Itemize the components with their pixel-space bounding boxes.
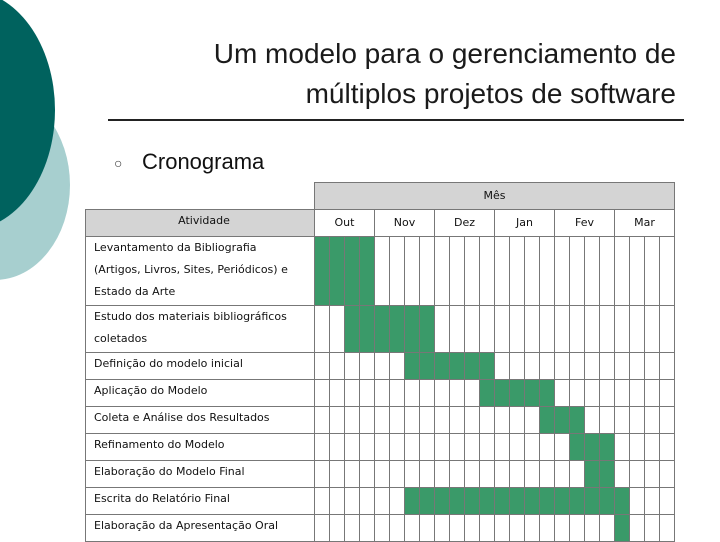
activity-label [86, 236, 315, 305]
schedule-bar-cell [315, 236, 330, 305]
activity-label [86, 433, 315, 460]
schedule-empty-cell [570, 236, 585, 305]
schedule-empty-cell [660, 236, 675, 305]
schedule-empty-cell [360, 514, 375, 541]
schedule-empty-cell [495, 460, 510, 487]
activity-label-line: Estado da Arte [94, 284, 176, 298]
schedule-empty-cell [540, 460, 555, 487]
schedule-bar-cell [585, 433, 600, 460]
schedule-bar-cell [495, 487, 510, 514]
schedule-bar-cell [360, 305, 375, 352]
schedule-bar-cell [390, 305, 405, 352]
schedule-empty-cell [330, 487, 345, 514]
schedule-empty-cell [630, 460, 645, 487]
schedule-empty-cell [570, 460, 585, 487]
schedule-empty-cell [540, 305, 555, 352]
schedule-empty-cell [585, 514, 600, 541]
schedule-empty-cell [450, 514, 465, 541]
schedule-empty-cell [420, 236, 435, 305]
schedule-empty-cell [645, 352, 660, 379]
schedule-empty-cell [645, 236, 660, 305]
schedule-empty-cell [405, 460, 420, 487]
month-header-fev: Fev [555, 209, 615, 236]
schedule-empty-cell [450, 460, 465, 487]
schedule-corner-blank [86, 183, 315, 210]
schedule-bar-cell [375, 305, 390, 352]
schedule-empty-cell [495, 514, 510, 541]
schedule-bar-cell [345, 236, 360, 305]
activity-label-line: Levantamento da Bibliografia [94, 240, 257, 254]
activity-row [86, 379, 675, 406]
schedule-empty-cell [615, 305, 630, 352]
schedule-empty-cell [555, 305, 570, 352]
schedule-empty-cell [555, 433, 570, 460]
schedule-empty-cell [390, 487, 405, 514]
schedule-empty-cell [390, 379, 405, 406]
schedule-empty-cell [420, 406, 435, 433]
schedule-empty-cell [645, 379, 660, 406]
activity-label [86, 514, 315, 541]
schedule-empty-cell [495, 352, 510, 379]
schedule-empty-cell [600, 379, 615, 406]
schedule-empty-cell [435, 433, 450, 460]
schedule-empty-cell [645, 406, 660, 433]
title-divider [108, 119, 684, 121]
schedule-empty-cell [645, 433, 660, 460]
schedule-empty-cell [570, 514, 585, 541]
schedule-empty-cell [480, 460, 495, 487]
schedule-bar-cell [465, 352, 480, 379]
schedule-empty-cell [435, 379, 450, 406]
month-header-dez: Dez [435, 209, 495, 236]
schedule-empty-cell [315, 406, 330, 433]
activity-label [86, 406, 315, 433]
schedule-empty-cell [540, 352, 555, 379]
schedule-empty-cell [525, 305, 540, 352]
schedule-empty-cell [510, 433, 525, 460]
schedule-empty-cell [630, 379, 645, 406]
schedule-bar-cell [405, 352, 420, 379]
schedule-empty-cell [390, 433, 405, 460]
activity-label-line: Elaboração da Apresentação Oral [94, 518, 279, 532]
schedule-empty-cell [555, 460, 570, 487]
schedule-empty-cell [465, 460, 480, 487]
schedule-bar-cell [360, 236, 375, 305]
schedule-empty-cell [615, 433, 630, 460]
schedule-empty-cell [345, 514, 360, 541]
schedule-empty-cell [585, 406, 600, 433]
schedule-empty-cell [450, 305, 465, 352]
schedule-empty-cell [330, 460, 345, 487]
schedule-empty-cell [345, 460, 360, 487]
schedule-empty-cell [405, 379, 420, 406]
schedule-bar-cell [615, 514, 630, 541]
schedule-empty-cell [330, 305, 345, 352]
schedule-empty-cell [630, 236, 645, 305]
schedule-empty-cell [375, 406, 390, 433]
schedule-empty-cell [375, 433, 390, 460]
schedule-empty-cell [600, 352, 615, 379]
schedule-bar-cell [480, 352, 495, 379]
schedule-empty-cell [510, 236, 525, 305]
activity-row [86, 433, 675, 460]
schedule-empty-cell [375, 379, 390, 406]
schedule-empty-cell [435, 514, 450, 541]
month-header-nov: Nov [375, 209, 435, 236]
schedule-empty-cell [570, 305, 585, 352]
schedule-table [85, 182, 675, 542]
schedule-empty-cell [450, 236, 465, 305]
slide-title-line-2: múltiplos projetos de software [305, 78, 676, 109]
schedule-empty-cell [375, 236, 390, 305]
schedule-empty-cell [390, 236, 405, 305]
activity-label-line: Elaboração do Modelo Final [94, 464, 245, 478]
schedule-empty-cell [615, 352, 630, 379]
schedule-empty-cell [345, 379, 360, 406]
schedule-empty-cell [330, 352, 345, 379]
schedule-empty-cell [405, 433, 420, 460]
schedule-empty-cell [600, 406, 615, 433]
schedule-bar-cell [420, 305, 435, 352]
schedule-empty-cell [480, 236, 495, 305]
schedule-bar-cell [330, 236, 345, 305]
schedule-empty-cell [465, 305, 480, 352]
schedule-empty-cell [390, 460, 405, 487]
schedule-empty-cell [435, 236, 450, 305]
schedule-bar-cell [540, 406, 555, 433]
schedule-empty-cell [420, 379, 435, 406]
schedule-empty-cell [630, 514, 645, 541]
schedule-empty-cell [555, 514, 570, 541]
schedule-bar-cell [510, 379, 525, 406]
activity-row [86, 352, 675, 379]
activity-label-line: Definição do modelo inicial [94, 356, 243, 370]
schedule-bar-cell [405, 487, 420, 514]
activity-row [86, 236, 675, 305]
schedule-bar-cell [420, 352, 435, 379]
activity-row [86, 406, 675, 433]
schedule-empty-cell [330, 514, 345, 541]
schedule-bar-cell [570, 433, 585, 460]
activity-row [86, 514, 675, 541]
schedule-month-row [86, 209, 675, 236]
schedule-bar-cell [540, 487, 555, 514]
schedule-empty-cell [570, 352, 585, 379]
schedule-empty-cell [600, 236, 615, 305]
schedule-empty-cell [630, 487, 645, 514]
schedule-empty-cell [510, 352, 525, 379]
schedule-bar-cell [570, 487, 585, 514]
schedule-empty-cell [450, 379, 465, 406]
activity-label [86, 305, 315, 352]
schedule-empty-cell [585, 305, 600, 352]
activity-row [86, 305, 675, 352]
schedule-empty-cell [660, 352, 675, 379]
schedule-empty-cell [345, 487, 360, 514]
schedule-empty-cell [345, 433, 360, 460]
schedule-empty-cell [555, 379, 570, 406]
schedule-empty-cell [630, 433, 645, 460]
schedule-empty-cell [360, 433, 375, 460]
schedule-empty-cell [465, 406, 480, 433]
activity-label-line: Coleta e Análise dos Resultados [94, 410, 270, 424]
schedule-bar-cell [600, 487, 615, 514]
schedule-empty-cell [525, 352, 540, 379]
schedule-empty-cell [375, 487, 390, 514]
schedule-empty-cell [660, 406, 675, 433]
schedule-empty-cell [465, 514, 480, 541]
month-header-jan: Jan [495, 209, 555, 236]
schedule-empty-cell [540, 433, 555, 460]
schedule-empty-cell [660, 433, 675, 460]
schedule-bar-cell [585, 487, 600, 514]
schedule-bar-cell [345, 305, 360, 352]
schedule-empty-cell [660, 514, 675, 541]
schedule-bar-cell [450, 352, 465, 379]
schedule-empty-cell [330, 379, 345, 406]
schedule-empty-cell [435, 406, 450, 433]
schedule-empty-cell [360, 406, 375, 433]
bullet-text: Cronograma [142, 149, 265, 174]
schedule-bar-cell [435, 487, 450, 514]
schedule-empty-cell [495, 433, 510, 460]
schedule-empty-cell [360, 379, 375, 406]
schedule-bar-cell [585, 460, 600, 487]
schedule-empty-cell [615, 406, 630, 433]
schedule-empty-cell [405, 406, 420, 433]
schedule-empty-cell [525, 460, 540, 487]
schedule-empty-cell [375, 352, 390, 379]
schedule-empty-cell [510, 305, 525, 352]
schedule-empty-cell [495, 236, 510, 305]
schedule-empty-cell [360, 487, 375, 514]
schedule-bar-cell [495, 379, 510, 406]
schedule-empty-cell [315, 460, 330, 487]
schedule-empty-cell [420, 514, 435, 541]
schedule-bar-cell [540, 379, 555, 406]
schedule-empty-cell [585, 379, 600, 406]
activity-label-line: Escrita do Relatório Final [94, 491, 230, 505]
schedule-empty-cell [450, 406, 465, 433]
schedule-empty-cell [645, 305, 660, 352]
activity-label [86, 352, 315, 379]
schedule-empty-cell [585, 236, 600, 305]
schedule-bar-cell [435, 352, 450, 379]
schedule-empty-cell [375, 514, 390, 541]
schedule-empty-cell [630, 352, 645, 379]
activity-label [86, 487, 315, 514]
schedule-empty-cell [525, 406, 540, 433]
schedule-empty-cell [360, 352, 375, 379]
schedule-empty-cell [315, 305, 330, 352]
schedule-bar-cell [480, 379, 495, 406]
schedule-empty-cell [480, 433, 495, 460]
activity-label-line: Estudo dos materiais bibliográficos [94, 309, 287, 323]
schedule-empty-cell [420, 460, 435, 487]
activity-label [86, 460, 315, 487]
schedule-bar-cell [480, 487, 495, 514]
schedule-empty-cell [555, 352, 570, 379]
bullet-circle-icon: ○ [114, 155, 123, 171]
schedule-empty-cell [375, 460, 390, 487]
schedule-empty-cell [510, 460, 525, 487]
activity-column-header: Atividade [86, 209, 315, 236]
activity-label-line: Refinamento do Modelo [94, 437, 225, 451]
month-group-header: Mês [315, 183, 675, 210]
schedule-empty-cell [480, 305, 495, 352]
schedule-empty-cell [600, 514, 615, 541]
schedule-bar-cell [615, 487, 630, 514]
schedule-empty-cell [510, 406, 525, 433]
schedule-empty-cell [330, 406, 345, 433]
schedule-bar-cell [525, 379, 540, 406]
schedule-empty-cell [645, 487, 660, 514]
schedule-bar-cell [450, 487, 465, 514]
schedule-empty-cell [630, 305, 645, 352]
activity-label-line: coletados [94, 331, 148, 345]
slide-title-line-1: Um modelo para o gerenciamento de [213, 38, 676, 69]
schedule-empty-cell [660, 305, 675, 352]
activity-label-line: Aplicação do Modelo [94, 383, 208, 397]
schedule-bar-cell [465, 487, 480, 514]
schedule-empty-cell [660, 379, 675, 406]
schedule-empty-cell [345, 406, 360, 433]
schedule-bar-cell [405, 305, 420, 352]
schedule-empty-cell [390, 406, 405, 433]
activity-label [86, 379, 315, 406]
schedule-empty-cell [555, 236, 570, 305]
month-header-mar: Mar [615, 209, 675, 236]
slide-title [110, 34, 676, 114]
schedule-empty-cell [405, 236, 420, 305]
schedule-empty-cell [315, 514, 330, 541]
schedule-empty-cell [645, 514, 660, 541]
schedule-bar-cell [420, 487, 435, 514]
activity-row [86, 487, 675, 514]
schedule-empty-cell [585, 352, 600, 379]
schedule-header-row [86, 183, 675, 210]
schedule-empty-cell [660, 460, 675, 487]
schedule-empty-cell [480, 514, 495, 541]
schedule-empty-cell [570, 379, 585, 406]
schedule-empty-cell [435, 460, 450, 487]
schedule-empty-cell [390, 514, 405, 541]
schedule-empty-cell [615, 379, 630, 406]
schedule-empty-cell [330, 433, 345, 460]
schedule-empty-cell [645, 460, 660, 487]
schedule-empty-cell [495, 406, 510, 433]
schedule-empty-cell [525, 236, 540, 305]
schedule-empty-cell [525, 433, 540, 460]
schedule-empty-cell [450, 433, 465, 460]
schedule-empty-cell [465, 236, 480, 305]
schedule-empty-cell [540, 514, 555, 541]
schedule-empty-cell [525, 514, 540, 541]
schedule-empty-cell [315, 352, 330, 379]
schedule-bar-cell [525, 487, 540, 514]
month-header-out: Out [315, 209, 375, 236]
schedule-empty-cell [465, 379, 480, 406]
schedule-bar-cell [600, 433, 615, 460]
schedule-empty-cell [480, 406, 495, 433]
schedule-empty-cell [435, 305, 450, 352]
schedule-empty-cell [315, 379, 330, 406]
schedule-empty-cell [630, 406, 645, 433]
schedule-empty-cell [390, 352, 405, 379]
schedule-bar-cell [555, 406, 570, 433]
schedule-empty-cell [345, 352, 360, 379]
schedule-empty-cell [615, 236, 630, 305]
activity-row [86, 460, 675, 487]
schedule-empty-cell [660, 487, 675, 514]
schedule-empty-cell [495, 305, 510, 352]
schedule-empty-cell [600, 305, 615, 352]
schedule-empty-cell [615, 460, 630, 487]
schedule-empty-cell [315, 487, 330, 514]
schedule-empty-cell [360, 460, 375, 487]
schedule-bar-cell [570, 406, 585, 433]
schedule-empty-cell [405, 514, 420, 541]
schedule-bar-cell [555, 487, 570, 514]
schedule-empty-cell [510, 514, 525, 541]
schedule-empty-cell [315, 433, 330, 460]
schedule-bar-cell [600, 460, 615, 487]
activity-label-line: (Artigos, Livros, Sites, Periódicos) e [94, 262, 288, 276]
schedule-empty-cell [465, 433, 480, 460]
schedule-empty-cell [540, 236, 555, 305]
schedule-empty-cell [420, 433, 435, 460]
schedule-bar-cell [510, 487, 525, 514]
